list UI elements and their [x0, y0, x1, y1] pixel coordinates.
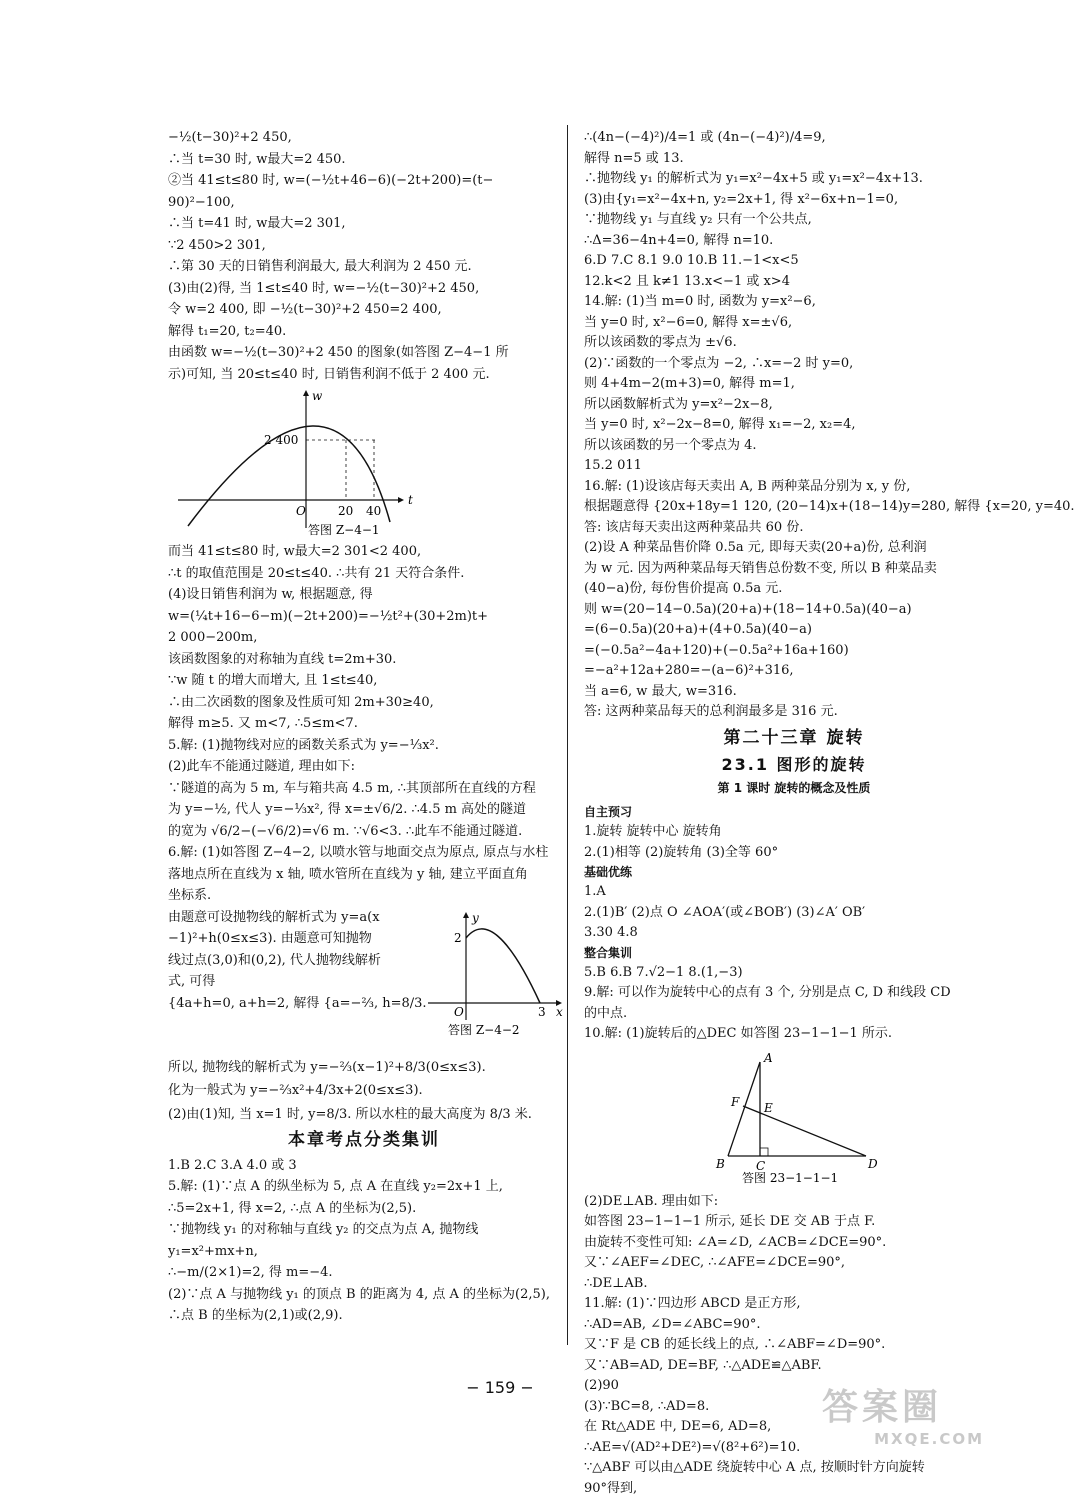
- answer-line: 整合集训: [584, 945, 633, 960]
- left-text-block-1: [168, 128, 560, 384]
- point-D-label: D: [868, 1156, 878, 1171]
- answer-line: ∴抛物线 y₁ 的解析式为 y₁=x²−4x+5 或 y₁=x²−4x+13.: [584, 171, 923, 186]
- answer-line: (4)设日销售利润为 w, 根据题意, 得: [168, 587, 373, 602]
- answer-line: 90)²−100,: [168, 194, 235, 210]
- left-text-block-4: [168, 1058, 560, 1125]
- answer-line: 5.解: (1)抛物线对应的函数关系式为 y=−⅓x².: [168, 737, 439, 753]
- answer-line: (3)由(2)得, 当 1≤t≤40 时, w=−½(t−30)²+2 450,: [168, 280, 480, 296]
- figure-caption: 答图 Z−4−2: [448, 1022, 520, 1037]
- left-column: [168, 128, 563, 1328]
- answer-line: =(6−0.5a)(20+a)+(4+0.5a)(40−a): [584, 622, 812, 637]
- watermark-url: MXQE.COM: [874, 1430, 984, 1448]
- origin-label: O: [454, 1004, 464, 1019]
- answer-line: 9.解: 可以作为旋转中心的点有 3 个, 分别是点 C, D 和线段 CD: [584, 985, 951, 1000]
- answer-line: ∵抛物线 y₁ 的对称轴与直线 y₂ 的交点为点 A, 抛物线: [168, 1222, 479, 1237]
- answer-line: 又∵∠AEF=∠DEC, ∴∠AFE=∠DCE=90°,: [584, 1255, 846, 1270]
- answer-line: 为 w 元. 因为两种菜品每天销售总份数不变, 所以 B 种菜品卖: [584, 560, 937, 576]
- answer-line: ∴Δ=36−4n+4=0, 解得 n=10.: [584, 232, 774, 248]
- answer-line: ∴DE⊥AB.: [584, 1275, 648, 1291]
- lesson-title: 第 1 课时 旋转的概念及性质: [717, 781, 871, 795]
- problem-6-block: [168, 908, 563, 1058]
- answer-line: ∴AD=AB, ∠D=∠ABC=90°.: [584, 1316, 761, 1332]
- answer-line: (2)由(1)知, 当 x=1 时, y=8/3. 所以水柱的最大高度为 8/3 米.: [168, 1106, 532, 1122]
- left-text-block-3: [168, 908, 427, 1014]
- answer-line: 线过点(3,0)和(0,2), 代人抛物线解析: [168, 952, 381, 968]
- answer-line: 由旋转不变性可知: ∠A=∠D, ∠ACB=∠DCE=90°.: [584, 1234, 887, 1250]
- tick-label-2400: 2 400: [264, 433, 299, 447]
- answer-line: w=(¼t+16−6−m)(−2t+200)=−½t²+(30+2m)t+: [168, 608, 489, 624]
- answer-line: ∵2 450>2 301,: [168, 237, 266, 253]
- answer-line: 令 w=2 400, 即 −½(t−30)²+2 450=2 400,: [168, 302, 442, 317]
- y-axis-label: y: [472, 910, 479, 925]
- answer-line: 示)可知, 当 20≤t≤40 时, 日销售利润不低于 2 400 元.: [168, 366, 490, 382]
- answer-line: 6.D 7.C 8.1 9.0 10.B 11.−1<x<5: [584, 253, 799, 268]
- answer-line: 基础优练: [584, 865, 633, 879]
- answer-line: 3.30 4.8: [584, 925, 638, 940]
- answer-line: 12.k<2 且 k≠1 13.x<−1 或 x>4: [584, 273, 790, 289]
- answer-line: 答: 该店每天卖出这两种菜品共 60 份.: [584, 519, 804, 535]
- answer-line: 的宽为 √6/2−(−√6/2)=√6 m. ∵√6<3. ∴此车不能通过隧道.: [168, 823, 523, 839]
- answer-line: 由题意可设抛物线的解析式为 y=a(x: [168, 909, 380, 925]
- t-axis-label: t: [408, 493, 413, 507]
- point-A-label: A: [764, 1050, 773, 1065]
- answer-line: ∴−m/(2×1)=2, 得 m=−4.: [168, 1265, 333, 1280]
- figure-caption: 答图 Z−4−1: [308, 523, 380, 537]
- answer-line: =(−0.5a²−4a+120)+(−0.5a²+16a+160): [584, 642, 849, 658]
- w-axis-label: w: [312, 389, 323, 403]
- tick-label-2: 2: [454, 930, 462, 945]
- answer-line: 2.(1)B′ (2)点 O ∠AOA′(或∠BOB′) (3)∠A′ OB′: [584, 904, 866, 920]
- answer-line: ∴t 的取值范围是 20≤t≤40. ∴共有 21 天符合条件.: [168, 565, 465, 581]
- answer-line: 则 4+4m−2(m+3)=0, 解得 m=1,: [584, 376, 795, 391]
- answer-line: 坐标系.: [168, 888, 212, 903]
- answer-line: 而当 41≤t≤80 时, w最大=2 301<2 400,: [168, 544, 422, 559]
- chapter-review-heading: 本章考点分类集训: [288, 1130, 440, 1150]
- answer-line: ∴点 B 的坐标为(2,1)或(2,9).: [168, 1308, 343, 1323]
- point-C-label: C: [756, 1158, 766, 1173]
- answer-line: 10.解: (1)旋转后的△DEC 如答图 23−1−1−1 所示.: [584, 1026, 893, 1041]
- answer-line: (2)∵点 A 与抛物线 y₁ 的顶点 B 的距离为 4, 点 A 的坐标为(2,5),: [168, 1286, 550, 1302]
- answer-line: ∴AE=√(AD²+DE²)=√(8²+6²)=10.: [584, 1439, 801, 1455]
- point-E-label: E: [764, 1100, 773, 1115]
- answer-line: 所以函数解析式为 y=x²−2x−8,: [584, 396, 773, 412]
- answer-line: −½(t−30)²+2 450,: [168, 130, 292, 145]
- answer-line: 解得 n=5 或 13.: [584, 150, 684, 166]
- answer-line: 化为一般式为 y=−⅔x²+4/3x+2(0≤x≤3).: [168, 1083, 423, 1098]
- answer-line: 则 w=(20−14−0.5a)(20+a)+(18−14+0.5a)(40−a): [584, 601, 912, 617]
- answer-line: 1.B 2.C 3.A 4.0 或 3: [168, 1157, 297, 1173]
- answer-line: 又∵F 是 CB 的延长线上的点, ∴∠ABF=∠D=90°.: [584, 1337, 886, 1352]
- answer-line: ∴当 t=30 时, w最大=2 450.: [168, 151, 346, 167]
- answer-line: 5.解: (1)∵点 A 的纵坐标为 5, 点 A 在直线 y₂=2x+1 上,: [168, 1179, 503, 1194]
- answer-line: 由函数 w=−½(t−30)²+2 450 的图象(如答图 Z−4−1 所: [168, 345, 509, 360]
- answer-line: (2)设 A 种菜品售价降 0.5a 元, 即每天卖(20+a)份, 总利润: [584, 540, 927, 555]
- answer-line: ②当 41≤t≤80 时, w=(−½t+46−6)(−2t+200)=(t−: [168, 173, 494, 188]
- answer-line: ∵隧道的高为 5 m, 车与箱共高 4.5 m, ∴其顶部所在直线的方程: [168, 780, 536, 796]
- answer-line: (2)此车不能通过隧道, 理由如下:: [168, 759, 356, 774]
- water-parabola: [466, 928, 540, 1002]
- tick-label-3: 3: [538, 1004, 546, 1019]
- right-text-block-1: [584, 128, 1075, 722]
- answer-line: ∵w 随 t 的增大而增大, 且 1≤t≤40,: [168, 673, 378, 688]
- x-axis-label: x: [556, 1004, 563, 1019]
- answer-line: 当 y=0 时, x²−6=0, 解得 x=±√6,: [584, 314, 793, 330]
- answer-line: 当 y=0 时, x²−2x−8=0, 解得 x₁=−2, x₂=4,: [584, 417, 856, 432]
- right-text-block-2: [584, 803, 1004, 1044]
- figure-caption: 答图 23−1−1−1: [742, 1170, 839, 1185]
- answer-line: (2)DE⊥AB. 理由如下:: [584, 1193, 719, 1209]
- answer-line: ∵抛物线 y₁ 与直线 y₂ 只有一个公共点,: [584, 212, 812, 227]
- answer-line: 2 000−200m,: [168, 630, 258, 645]
- answer-line: 所以该函数的另一个零点为 4.: [584, 437, 757, 453]
- figure-23-1-1-1: [584, 1048, 904, 1188]
- answer-line: 14.解: (1)当 m=0 时, 函数为 y=x²−6,: [584, 294, 816, 309]
- answer-line: 2.(1)相等 (2)旋转角 (3)全等 60°: [584, 844, 779, 860]
- answer-line: 1.A: [584, 884, 606, 899]
- figure-z-4-2: [428, 908, 568, 1043]
- tick-label-20: 20: [338, 504, 354, 518]
- answer-line: ∴当 t=41 时, w最大=2 301,: [168, 216, 346, 231]
- answer-line: 11.解: (1)∵四边形 ABCD 是正方形,: [584, 1296, 801, 1311]
- answer-line: 答: 这两种菜品每天的总利润最多是 316 元.: [584, 704, 838, 719]
- answer-line: 90°得到,: [584, 1480, 638, 1496]
- tick-label-40: 40: [366, 504, 382, 518]
- answer-line: 落地点所在直线为 x 轴, 喷水管所在直线为 y 轴, 建立平面直角: [168, 866, 528, 882]
- answer-line: ∵△ABF 可以由△ADE 绕旋转中心 A 点, 按顺时针方向旋转: [584, 1460, 925, 1475]
- answer-line: 所以, 抛物线的解析式为 y=−⅔(x−1)²+8/3(0≤x≤3).: [168, 1059, 486, 1075]
- section-title: 23.1 图形的旋转: [721, 755, 867, 774]
- answer-line: 15.2 011: [584, 458, 642, 473]
- answer-line: 自主预习: [584, 805, 633, 819]
- answer-line: 如答图 23−1−1−1 所示, 延长 DE 交 AB 于点 F.: [584, 1214, 876, 1229]
- answer-line: y₁=x²+mx+n,: [168, 1243, 258, 1259]
- figure-z-4-1: [168, 388, 428, 538]
- answer-line: 解得 m≥5. 又 m<7, ∴5≤m<7.: [168, 716, 358, 731]
- point-B-label: B: [716, 1156, 725, 1171]
- answer-line: (2)∵函数的一个零点为 −2, ∴x=−2 时 y=0,: [584, 355, 854, 371]
- answer-line: 又∵AB=AD, DE=BF, ∴△ADE≌△ABF.: [584, 1357, 822, 1373]
- right-text-block-3: [584, 1192, 1004, 1499]
- answer-line: 16.解: (1)设该店每天卖出 A, B 两种菜品分别为 x, y 份,: [584, 478, 911, 494]
- answer-line: 当 a=6, w 最大, w=316.: [584, 683, 737, 699]
- page-number: − 159 −: [466, 1378, 534, 1397]
- answer-line: ∴第 30 天的日销售利润最大, 最大利润为 2 450 元.: [168, 259, 472, 274]
- origin-label: O: [296, 504, 306, 518]
- answer-line: 解得 t₁=20, t₂=40.: [168, 323, 287, 339]
- answer-line: (40−a)份, 每份售价提高 0.5a 元.: [584, 581, 783, 596]
- answer-line: 1.旋转 旋转中心 旋转角: [584, 824, 722, 839]
- answer-line: (3)∵BC=8, ∴AD=8.: [584, 1398, 710, 1414]
- column-divider: [567, 125, 568, 1345]
- answer-line: 所以该函数的零点为 ±√6.: [584, 335, 737, 350]
- watermark-logo: [822, 1388, 992, 1446]
- answer-line: 根据题意得 {20x+18y=1 120, (20−14)x+(18−14)y=280, 解得 {x=20, y=40.: [584, 499, 1075, 514]
- answer-line: 在 Rt△ADE 中, DE=6, AD=8,: [584, 1419, 772, 1434]
- watermark-text: 答案圈: [822, 1387, 943, 1428]
- answer-line: 式, 可得: [168, 974, 216, 989]
- answer-line: 为 y=−½, 代人 y=−⅓x², 得 x=±√6/2. ∴4.5 m 高处的隧道: [168, 802, 527, 817]
- left-text-block-5: [168, 1156, 560, 1326]
- answer-line: 6.解: (1)如答图 Z−4−2, 以喷水管与地面交点为原点, 原点与水柱: [168, 845, 549, 860]
- answer-line: 该函数图象的对称轴为直线 t=2m+30.: [168, 651, 397, 667]
- answer-line: −1)²+h(0≤x≤3). 由题意可知抛物: [168, 931, 372, 946]
- point-F-label: F: [731, 1094, 740, 1109]
- right-column: [584, 128, 1075, 1499]
- answer-line: 的中点.: [584, 1005, 628, 1021]
- chapter-title: 第二十三章 旋转: [723, 727, 865, 748]
- answer-line: 5.B 6.B 7.√2−1 8.(1,−3): [584, 964, 743, 980]
- answer-line: ∴(4n−(−4)²)/4=1 或 (4n−(−4)²)/4=9,: [584, 130, 826, 145]
- answer-line: {4a+h=0, a+h=2, 解得 {a=−⅔, h=8/3.: [168, 995, 427, 1011]
- answer-line: =−a²+12a+280=−(a−6)²+316,: [584, 663, 794, 678]
- left-text-block-2: [168, 542, 560, 906]
- answer-line: ∴由二次函数的图象及性质可知 2m+30≥40,: [168, 694, 434, 710]
- answer-line: ∴5=2x+1, 得 x=2, ∴点 A 的坐标为(2,5).: [168, 1200, 417, 1216]
- answer-line: (2)90: [584, 1378, 619, 1393]
- answer-line: (3)由{y₁=x²−4x+n, y₂=2x+1, 得 x²−6x+n−1=0,: [584, 191, 899, 207]
